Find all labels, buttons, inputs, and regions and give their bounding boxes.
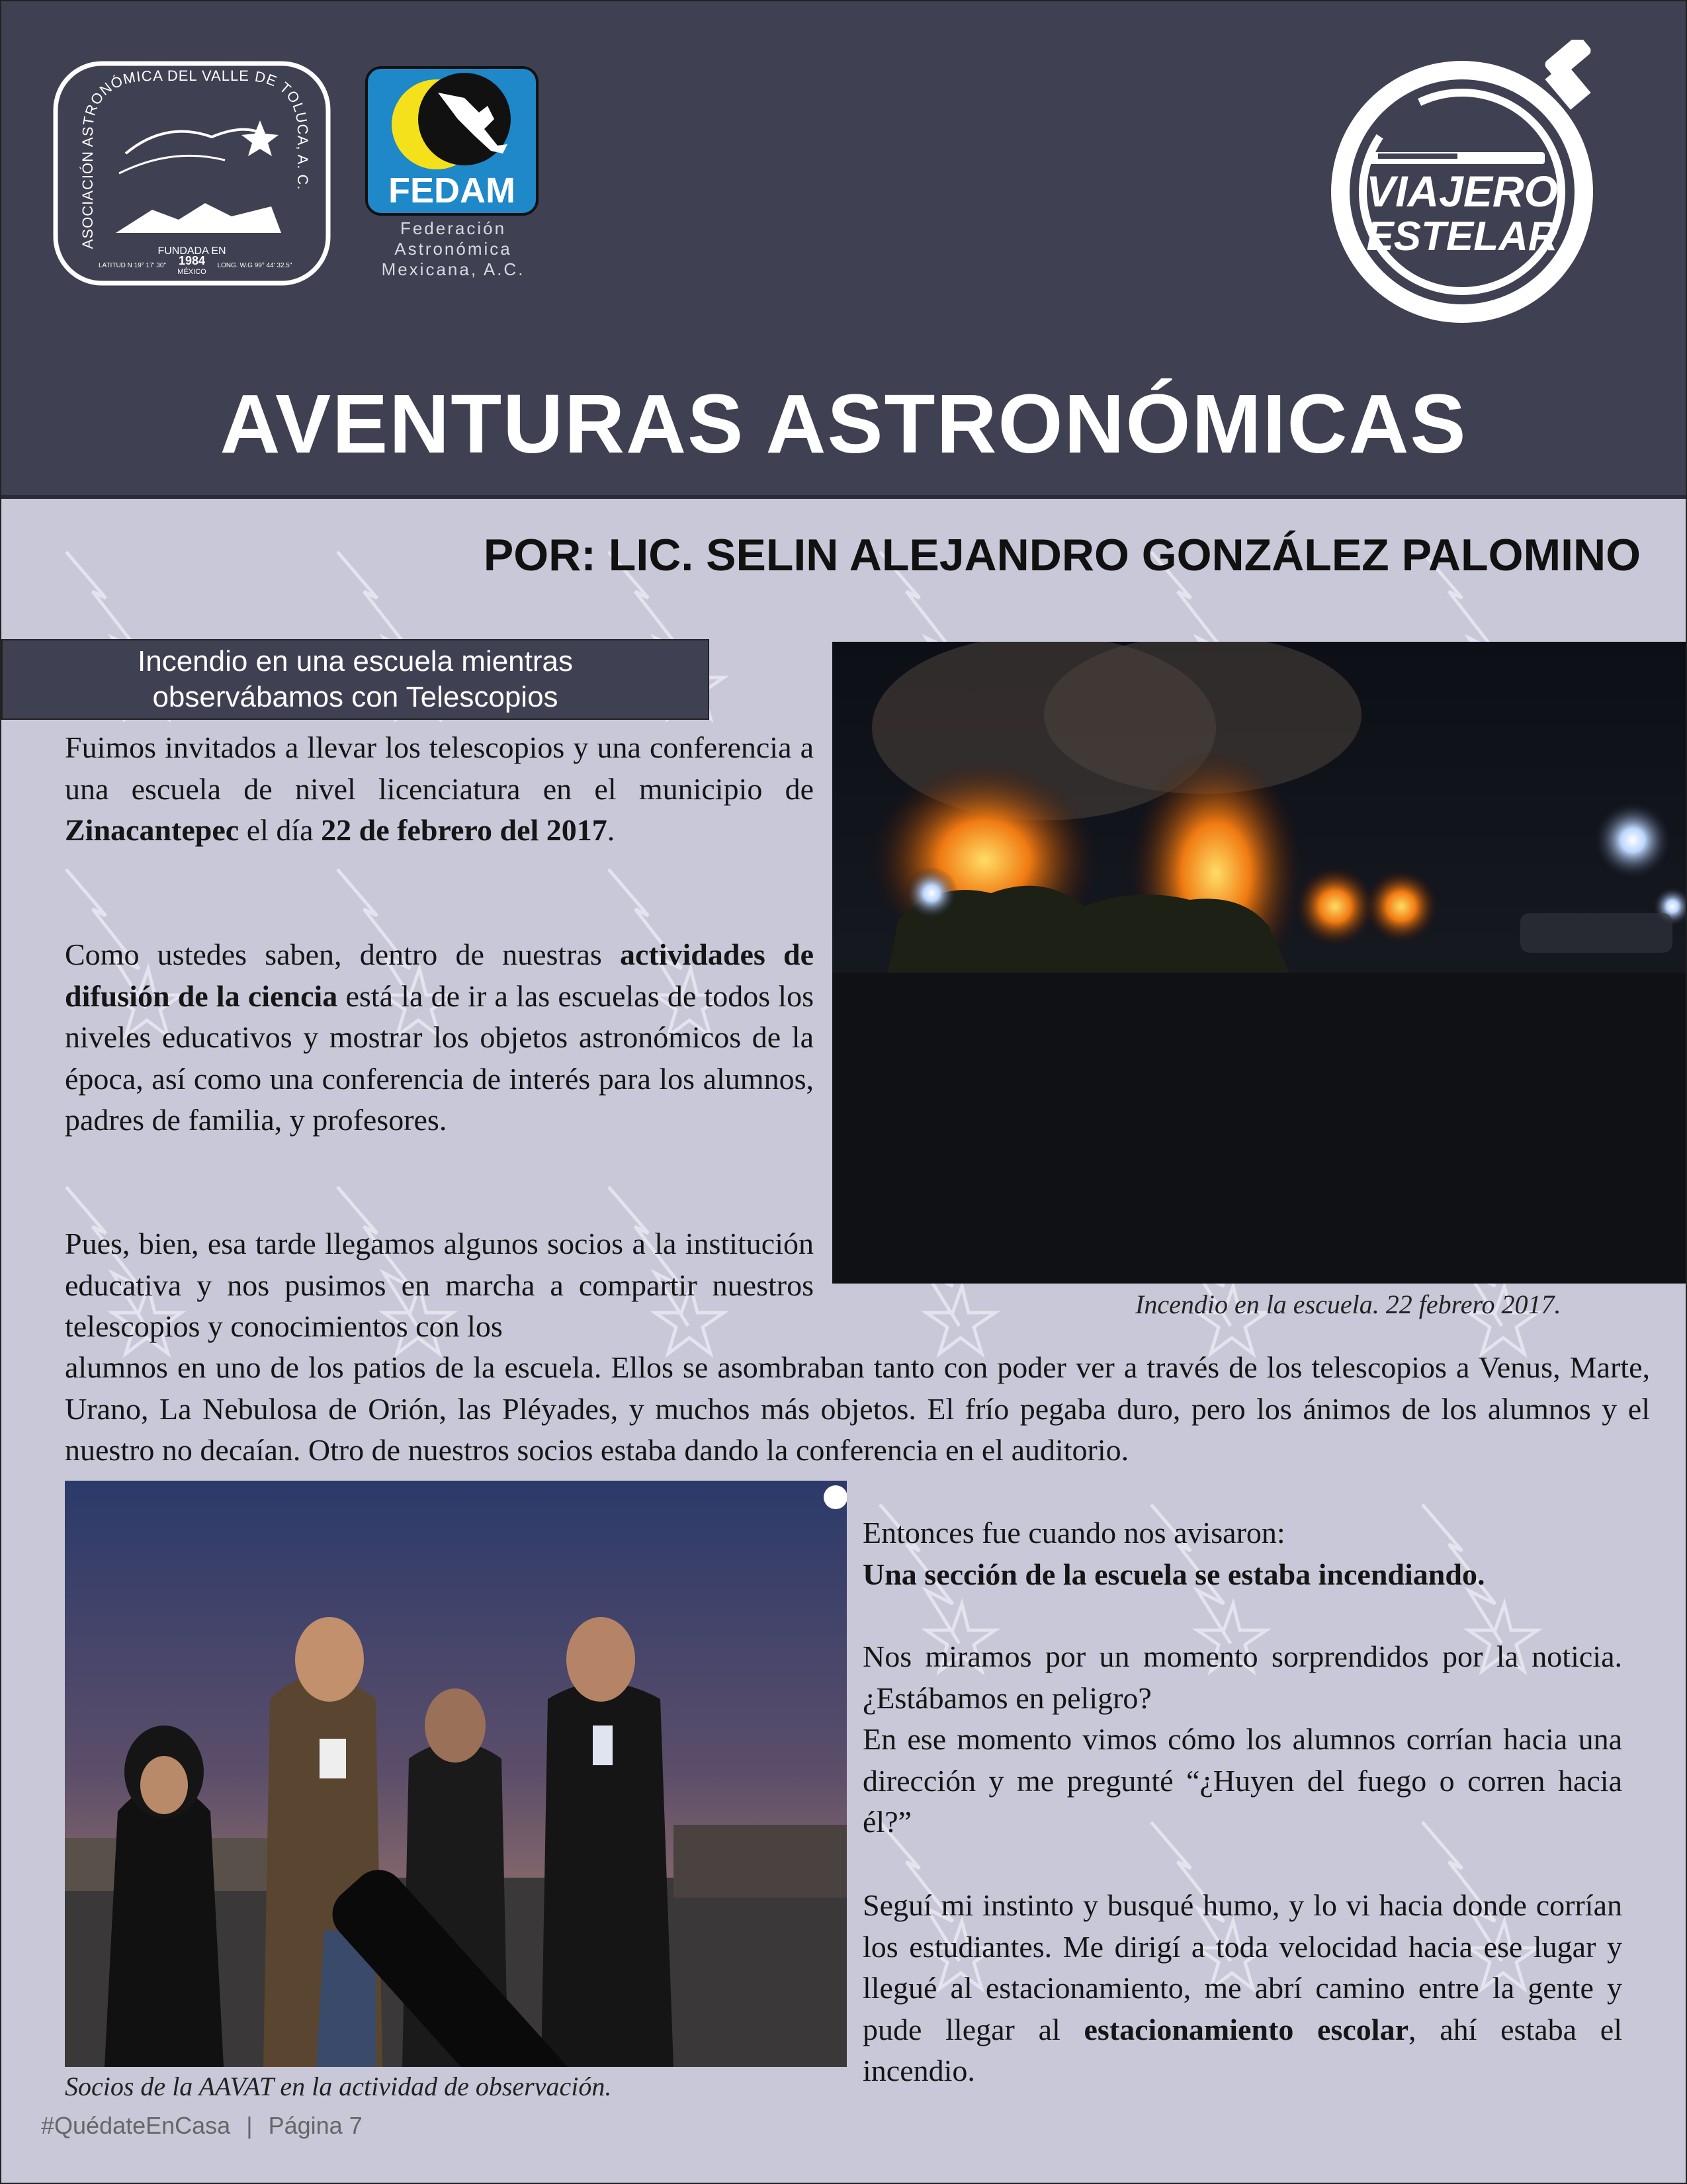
paragraph-arrival-part2: alumnos en uno de los patios de la escuela. Ellos se asombraban tanto con poder ver a través de los telescopios a Venus, Marte, Urano, La Nebulosa de Orión, las Pléyades, y muchos más objetos. El frío pegaba duro, pero los ánimos de los alumnos y el nuestro no decaían. Otro de nuestros socios estaba dando la conferencia en el auditorio. xyxy=(65,1350,1650,1467)
viajero-line1: VIAJERO xyxy=(1366,167,1558,216)
school-fire-photo xyxy=(832,642,1687,1284)
p1-bold-2: 22 de febrero del 2017 xyxy=(321,813,607,847)
fedam-caption-line2: Astronómica xyxy=(394,239,512,259)
p6-bold-1: estacionamiento escolar xyxy=(1084,2012,1408,2046)
p2-bold-1: actividades de difusión de la ciencia xyxy=(65,938,814,1013)
section-heading xyxy=(1,639,709,720)
paragraph-arrival-part1: Pues, bien, esa tarde llegamos algunos socios a la institución educativa y nos pusimos en marcha a compartir nuestros telescopios y conocimientos con los xyxy=(65,1227,814,1343)
paragraph-invitation xyxy=(65,727,814,852)
footer-hashtag: #QuédateEnCasa xyxy=(41,2112,231,2139)
page-footer xyxy=(41,2112,363,2140)
p1-text-2: el día xyxy=(239,813,322,847)
p5-text-2: En ese momento vimos cómo los alumnos corrían hacia una dirección y me pregunté “¿Huyen del fuego o corren hacia él?” xyxy=(863,1722,1622,1839)
aavat-logo xyxy=(53,61,331,286)
author-byline: POR: LIC. SELIN ALEJANDRO GONZÁLEZ PALOMINO xyxy=(483,530,1641,580)
p2-text-2: está la de ir a las escuelas de todos los niveles educativos y mostrar los objetos astronómicos de la época, así como una conferencia de interés para los alumnos, padres de familia, y profesores. xyxy=(65,979,814,1137)
p1-bold-1: Zinacantepec xyxy=(65,813,239,847)
fedam-wordmark: FEDAM xyxy=(388,171,515,210)
aavat-founded: FUNDADA EN xyxy=(157,245,226,257)
footer-separator: | xyxy=(246,2112,253,2139)
p5-text-1: Nos miramos por un momento sorprendidos por la noticia. ¿Estábamos en peligro? xyxy=(863,1639,1622,1715)
aavat-year: 1984 xyxy=(178,254,206,267)
section-heading-line2: observábamos con Telescopios xyxy=(152,681,558,713)
group-photo-caption: Socios de la AAVAT en la actividad de observación. xyxy=(65,2072,612,2101)
paragraph-instinct xyxy=(863,1885,1622,2092)
fedam-caption-line1: Federación xyxy=(400,218,507,238)
aavat-country: MÉXICO xyxy=(177,268,206,276)
footer-page-number: Página 7 xyxy=(268,2112,363,2139)
aavat-ring-text: ASOCIACIÓN ASTRONÓMICA DEL VALLE DE TOLUCA, A. C. xyxy=(79,67,312,249)
p1-text-1: Fuimos invitados a llevar los telescopios y una conferencia a una escuela de nivel licenciatura en el municipio de xyxy=(65,730,814,806)
section-heading-line1: Incendio en una escuela mientras xyxy=(138,645,573,677)
fire-photo-caption: Incendio en la escuela. 22 febrero 2017. xyxy=(1135,1289,1561,1319)
fedam-caption xyxy=(357,218,549,280)
aavat-longitude: LONG. W.G 99° 44' 32.5" xyxy=(217,262,292,269)
p6-text-2: , ahí estaba el incendio. xyxy=(863,2012,1622,2087)
fedam-logo xyxy=(365,66,539,218)
p4-text-1: Entonces fue cuando nos avisaron: xyxy=(863,1516,1285,1550)
p4-bold-1: Una sección de la escuela se estaba incendiando. xyxy=(863,1557,1485,1591)
viajero-line2: ESTELAR xyxy=(1366,214,1558,259)
group-observation-photo xyxy=(65,1481,847,2067)
paragraph-activities xyxy=(65,934,814,1141)
page-title: AVENTURAS ASTRONÓMICAS xyxy=(220,377,1467,470)
paragraph-surprise xyxy=(863,1636,1622,1843)
paragraph-warning xyxy=(863,1512,1622,1595)
aavat-latitude: LATITUD N 19° 17' 30" xyxy=(98,262,167,269)
fedam-caption-line3: Mexicana, A.C. xyxy=(381,259,525,279)
p1-text-3: . xyxy=(607,813,615,847)
p2-text-1: Como ustedes saben, dentro de nuestras xyxy=(65,938,621,971)
viajero-estelar-logo xyxy=(1326,40,1618,331)
p6-text-1: Seguí mi instinto y busqué humo, y lo vi hacia donde corrían los estudiantes. Me dirigí a toda velocidad hacia ese lugar y llegué al estacionamiento, me abrí camino entre la gente y pude llegar al xyxy=(863,1888,1622,2046)
